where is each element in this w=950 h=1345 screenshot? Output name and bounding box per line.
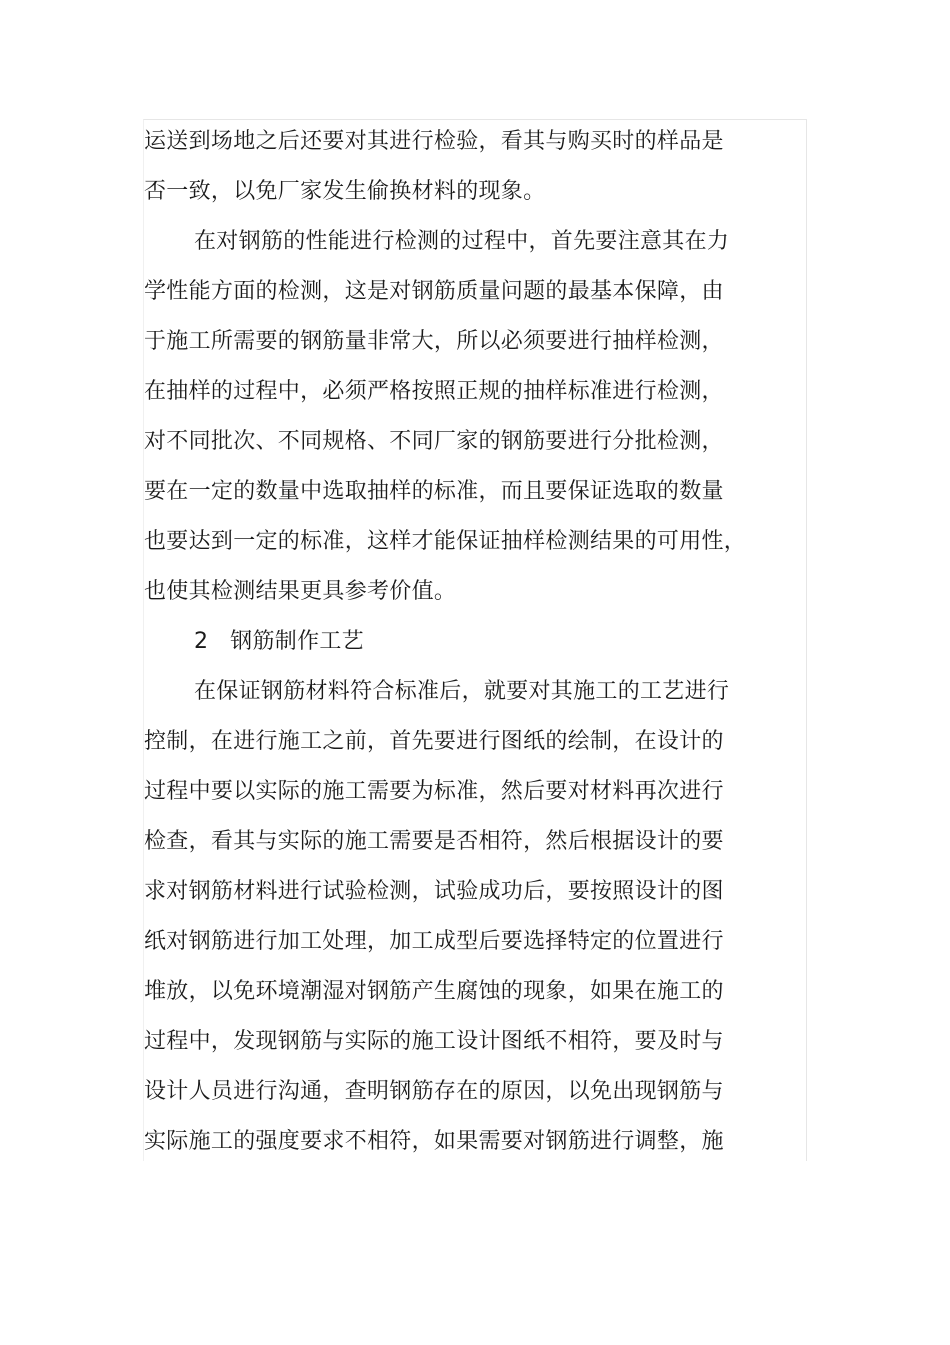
- section-heading: 2 钢筋制作工艺: [194, 629, 364, 654]
- text-line: 过程中要以实际的施工需要为标准，然后要对材料再次进行: [144, 779, 724, 804]
- text-line: 否一致，以免厂家发生偷换材料的现象。: [144, 179, 546, 204]
- text-line: 于施工所需要的钢筋量非常大，所以必须要进行抽样检测，: [144, 329, 724, 354]
- text-line: 也要达到一定的标准，这样才能保证抽样检测结果的可用性，: [144, 529, 747, 554]
- paragraph-start-line: 在对钢筋的性能进行检测的过程中，首先要注意其在力: [194, 229, 730, 254]
- text-line: 要在一定的数量中选取抽样的标准，而且要保证选取的数量: [144, 479, 724, 504]
- text-line: 堆放，以免环境潮湿对钢筋产生腐蚀的现象，如果在施工的: [144, 979, 724, 1004]
- text-line: 求对钢筋材料进行试验检测，试验成功后，要按照设计的图: [144, 879, 724, 904]
- text-line: 过程中，发现钢筋与实际的施工设计图纸不相符，要及时与: [144, 1029, 724, 1054]
- text-line: 也使其检测结果更具参考价值。: [144, 579, 457, 604]
- document-body: [144, 117, 764, 1167]
- text-line: 对不同批次、不同规格、不同厂家的钢筋要进行分批检测，: [144, 429, 724, 454]
- text-line: 纸对钢筋进行加工处理，加工成型后要选择特定的位置进行: [144, 929, 724, 954]
- text-line: 控制，在进行施工之前，首先要进行图纸的绘制，在设计的: [144, 729, 724, 754]
- text-line: 在抽样的过程中，必须严格按照正规的抽样标准进行检测，: [144, 379, 724, 404]
- text-line: 学性能方面的检测，这是对钢筋质量问题的最基本保障，由: [144, 279, 724, 304]
- text-line: 设计人员进行沟通，查明钢筋存在的原因，以免出现钢筋与: [144, 1079, 724, 1104]
- text-line: 实际施工的强度要求不相符，如果需要对钢筋进行调整，施: [144, 1129, 724, 1154]
- paragraph-start-line: 在保证钢筋材料符合标准后，就要对其施工的工艺进行: [194, 679, 730, 704]
- text-line: 运送到场地之后还要对其进行检验，看其与购买时的样品是: [144, 129, 724, 154]
- text-line: 检查，看其与实际的施工需要是否相符，然后根据设计的要: [144, 829, 724, 854]
